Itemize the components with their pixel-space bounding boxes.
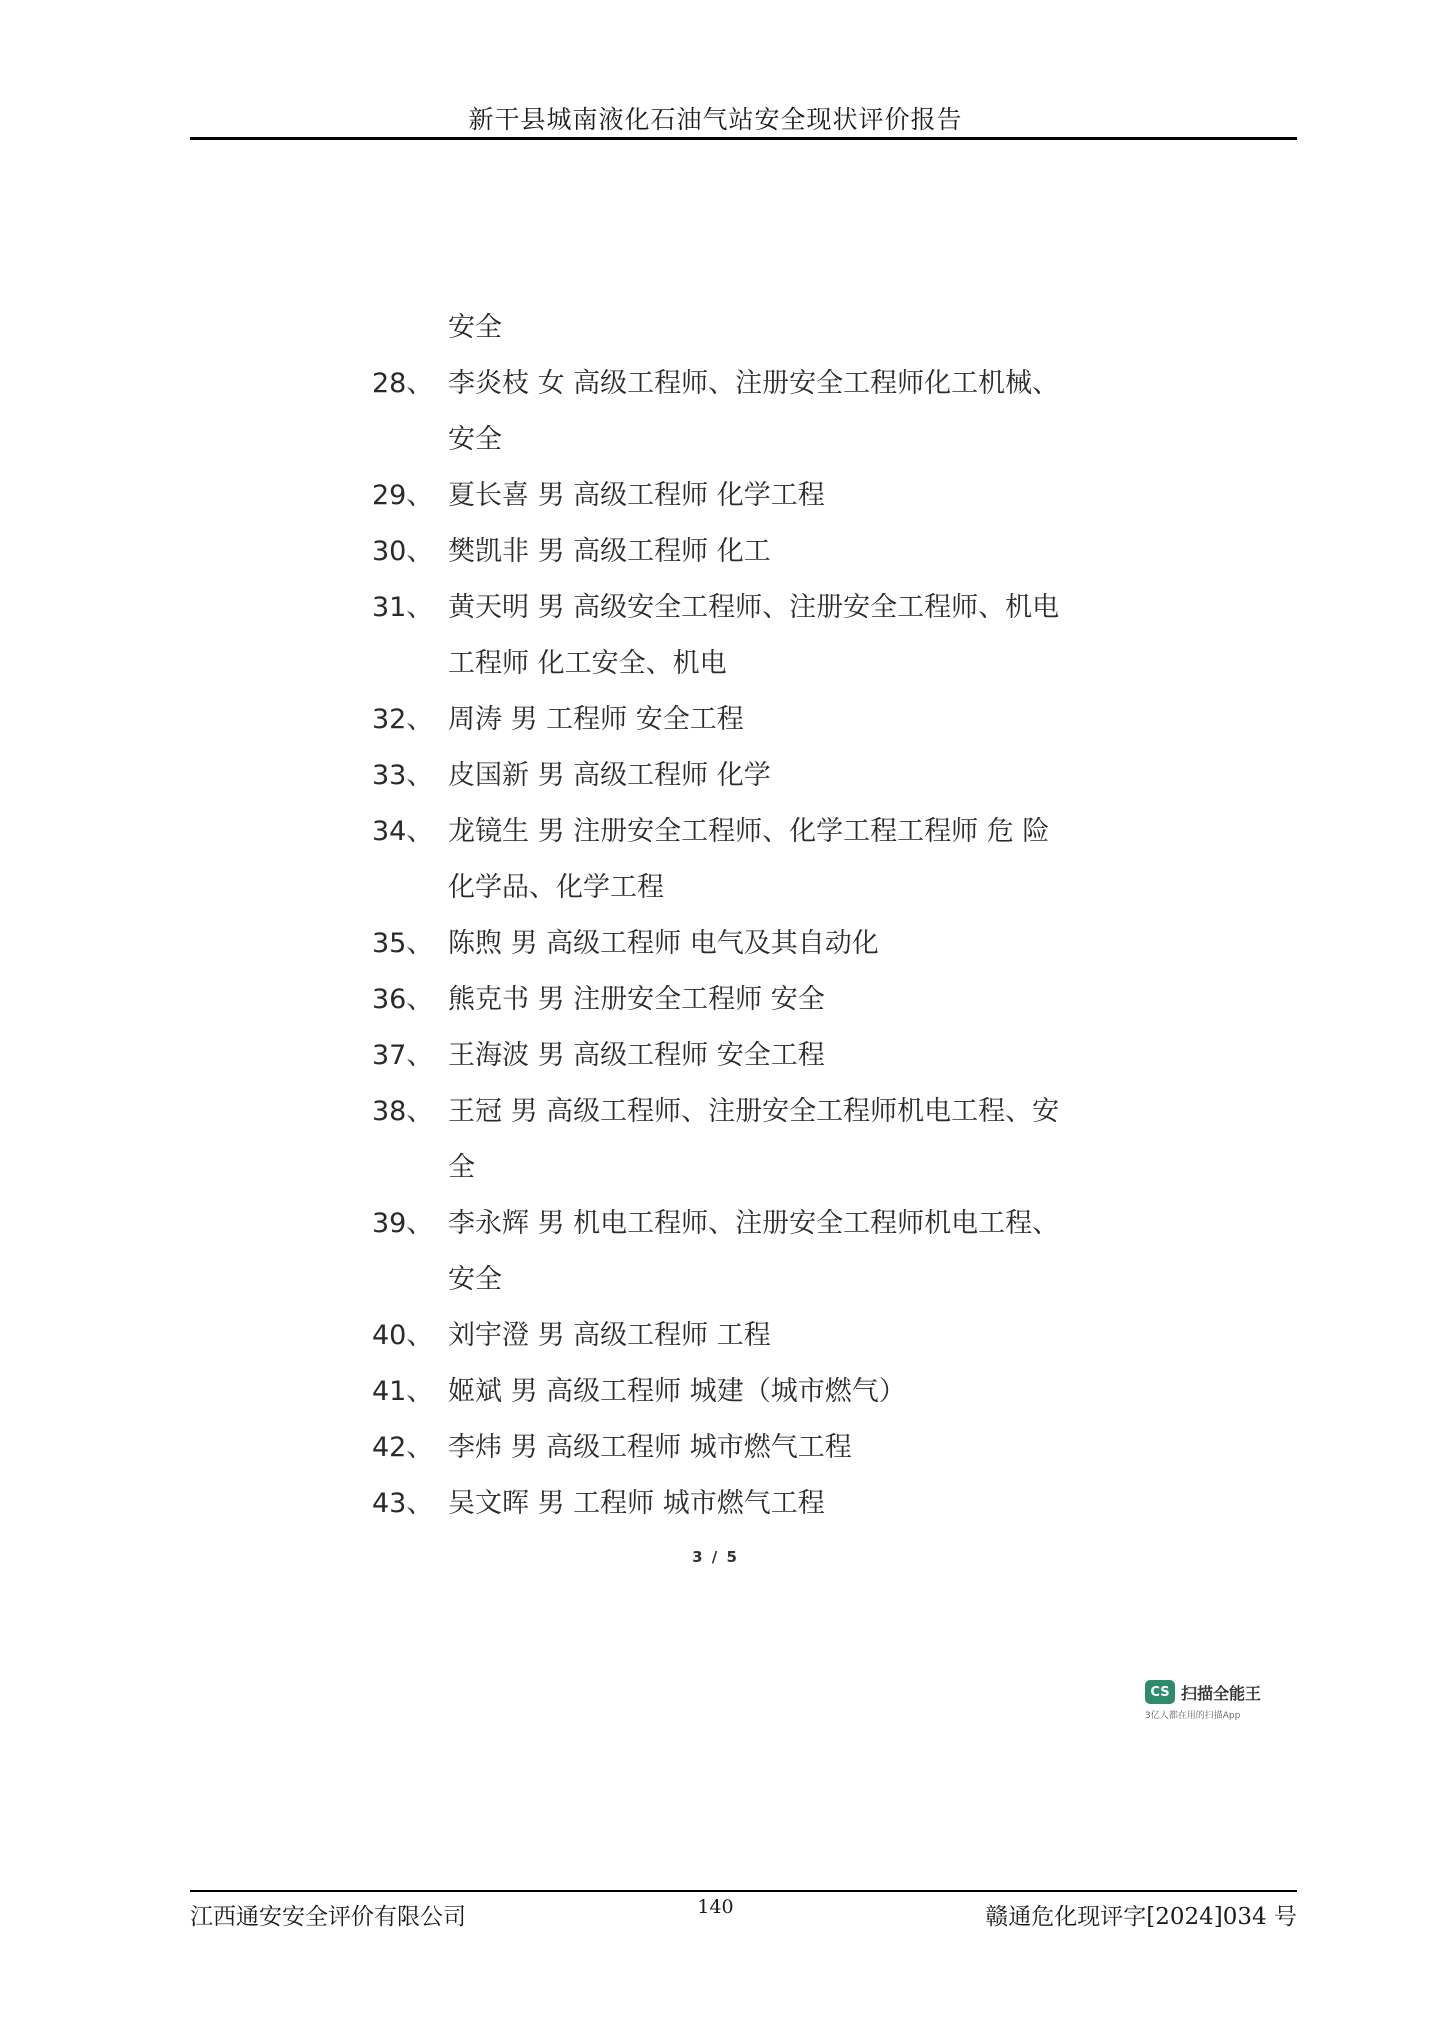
line-text: 安全 (448, 424, 502, 455)
list-line (372, 580, 1132, 636)
line-number: 42、 (372, 1432, 434, 1463)
list-line (372, 1196, 1132, 1252)
line-text: 皮国新 男 高级工程师 化学 (448, 760, 771, 791)
list-line (372, 300, 1132, 356)
line-number: 39、 (372, 1208, 434, 1239)
list-line (372, 1140, 1132, 1196)
list-line (372, 1252, 1132, 1308)
line-text: 刘宇澄 男 高级工程师 工程 (448, 1320, 771, 1351)
line-text: 王冠 男 高级工程师、注册安全工程师机电工程、安 (448, 1096, 1060, 1127)
line-text: 安全 (448, 1264, 502, 1295)
list-line (372, 356, 1132, 412)
footer-page-number: 140 (697, 1896, 734, 1918)
line-number: 33、 (372, 760, 434, 791)
list-line (372, 916, 1132, 972)
list-line (372, 972, 1132, 1028)
line-text: 化学品、化学工程 (448, 872, 664, 903)
line-text: 安全 (448, 312, 502, 343)
footer-rule (190, 1890, 1297, 1892)
list-line (372, 860, 1132, 916)
watermark-brand (1145, 1680, 1285, 1704)
list-line (372, 1028, 1132, 1084)
list-line (372, 1308, 1132, 1364)
line-number: 37、 (372, 1040, 434, 1071)
line-text: 周涛 男 工程师 安全工程 (448, 704, 744, 735)
scanner-watermark (1145, 1680, 1285, 1721)
camscanner-logo-icon: CS (1145, 1680, 1175, 1704)
list-line (372, 468, 1132, 524)
list-line (372, 636, 1132, 692)
list-line (372, 412, 1132, 468)
list-line (372, 524, 1132, 580)
list-line (372, 748, 1132, 804)
line-number: 28、 (372, 368, 434, 399)
line-text: 李永辉 男 机电工程师、注册安全工程师机电工程、 (448, 1208, 1060, 1239)
line-text: 夏长喜 男 高级工程师 化学工程 (448, 480, 825, 511)
list-line (372, 804, 1132, 860)
line-text: 李炜 男 高级工程师 城市燃气工程 (448, 1432, 852, 1463)
line-text: 熊克书 男 注册安全工程师 安全 (448, 984, 825, 1015)
line-text: 龙镜生 男 注册安全工程师、化学工程工程师 危 险 (448, 816, 1050, 847)
list-line (372, 1420, 1132, 1476)
scan-page-fraction: 3 / 5 (692, 1548, 739, 1566)
scanned-personnel-list (372, 300, 1132, 1532)
line-number: 29、 (372, 480, 434, 511)
line-text: 全 (448, 1152, 475, 1183)
line-number: 31、 (372, 592, 434, 623)
line-number: 35、 (372, 928, 434, 959)
line-number: 38、 (372, 1096, 434, 1127)
header-rule (190, 137, 1297, 140)
line-text: 陈煦 男 高级工程师 电气及其自动化 (448, 928, 879, 959)
line-number: 30、 (372, 536, 434, 567)
watermark-slogan: 3亿人都在用的扫描App (1145, 1711, 1241, 1721)
line-number: 32、 (372, 704, 434, 735)
line-number: 34、 (372, 816, 434, 847)
line-text: 黄天明 男 高级安全工程师、注册安全工程师、机电 (448, 592, 1060, 623)
line-text: 李炎枝 女 高级工程师、注册安全工程师化工机械、 (448, 368, 1060, 399)
list-line (372, 1084, 1132, 1140)
line-number: 40、 (372, 1320, 434, 1351)
line-text: 吴文晖 男 工程师 城市燃气工程 (448, 1488, 825, 1519)
line-text: 樊凯非 男 高级工程师 化工 (448, 536, 771, 567)
footer-company: 江西通安安全评价有限公司 (190, 1904, 466, 1930)
line-number: 36、 (372, 984, 434, 1015)
line-number: 41、 (372, 1376, 434, 1407)
watermark-name: 扫描全能王 (1181, 1683, 1262, 1703)
list-line (372, 1476, 1132, 1532)
footer-doc-code: 赣通危化现评字[2024]034 号 (985, 1904, 1297, 1930)
page-header-title: 新干县城南液化石油气站安全现状评价报告 (468, 105, 963, 134)
list-line (372, 692, 1132, 748)
list-line (372, 1364, 1132, 1420)
line-text: 工程师 化工安全、机电 (448, 648, 727, 679)
line-number: 43、 (372, 1488, 434, 1519)
line-text: 姬斌 男 高级工程师 城建（城市燃气） (448, 1376, 906, 1407)
line-text: 王海波 男 高级工程师 安全工程 (448, 1040, 825, 1071)
